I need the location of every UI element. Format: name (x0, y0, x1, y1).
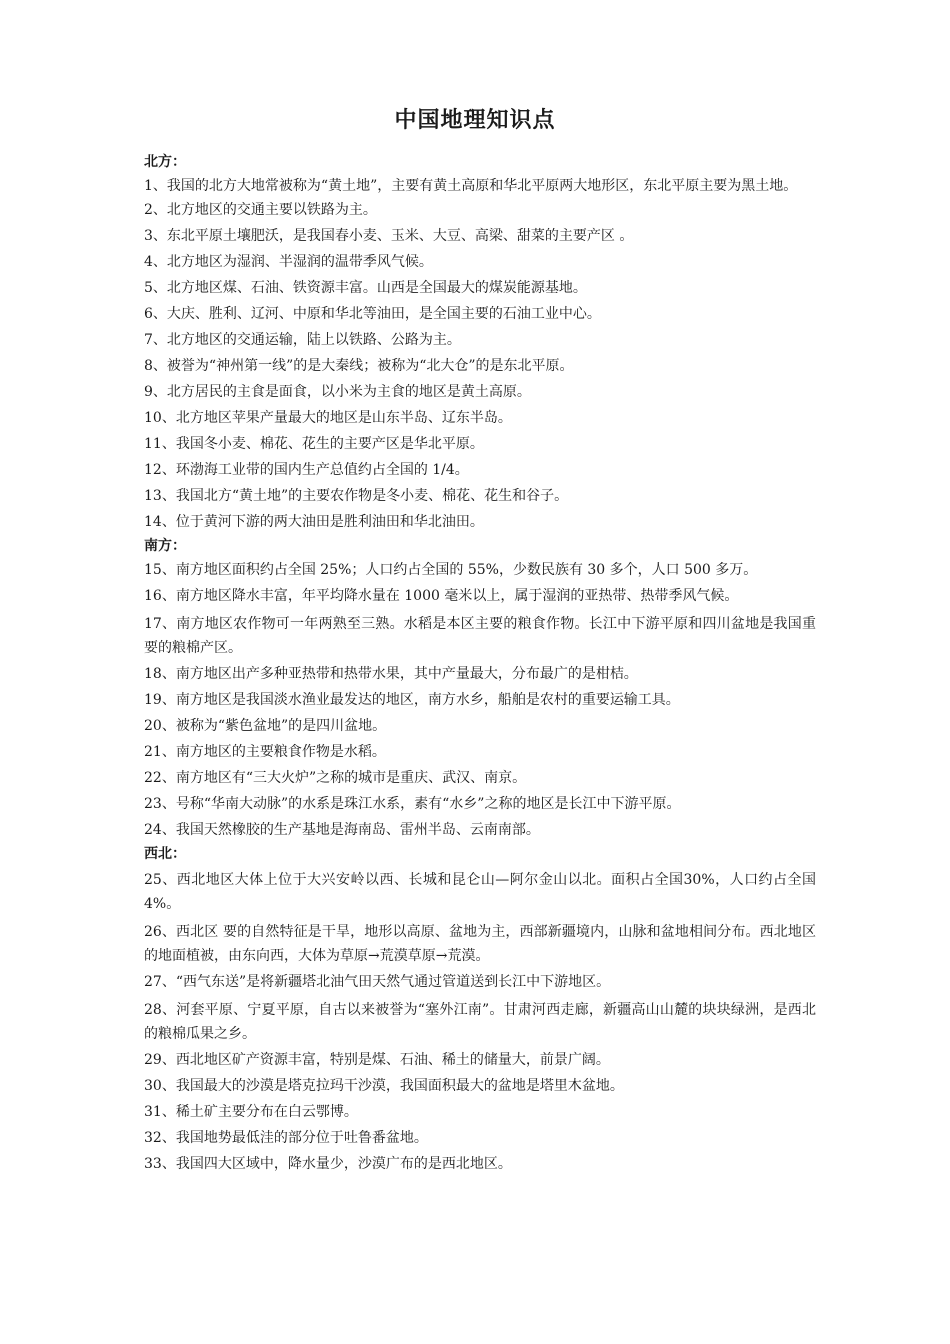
list-item: 32、我国地势最低洼的部分位于吐鲁番盆地。 (144, 1130, 428, 1146)
list-item: 11、我国冬小麦、棉花、花生的主要产区是华北平原。 (144, 436, 484, 452)
list-item: 25、西北地区大体上位于大兴安岭以西、长城和昆仑山—阿尔金山以北。面积占全国30%，人口约占全国 4%。 (144, 872, 816, 912)
list-item: 2、北方地区的交通主要以铁路为主。 (144, 202, 377, 218)
list-item: 5、北方地区煤、石油、铁资源丰富。山西是全国最大的煤炭能源基地。 (144, 280, 587, 296)
list-item: 17、南方地区农作物可一年两熟至三熟。水稻是本区主要的粮食作物。长江中下游平原和四川盆地是我国重要的粮棉产区。 (144, 616, 816, 656)
list-item: 22、南方地区有“三大火炉”之称的城市是重庆、武汉、南京。 (144, 770, 527, 786)
page-title: 中国地理知识点 (394, 108, 556, 133)
list-item: 13、我国北方“黄土地”的主要农作物是冬小麦、棉花、花生和谷子。 (144, 488, 569, 504)
list-item: 24、我国天然橡胶的生产基地是海南岛、雷州半岛、云南南部。 (144, 822, 540, 838)
list-item: 3、东北平原土壤肥沃，是我国春小麦、玉米、大豆、高梁、甜菜的主要产区 。 (144, 228, 634, 244)
list-item: 16、南方地区降水丰富，年平均降水量在 1000 毫米以上，属于湿润的亚热带、热带季风气候。 (144, 588, 739, 604)
list-item: 4、北方地区为湿润、半湿润的温带季风气候。 (144, 254, 433, 270)
list-item: 6、大庆、胜利、辽河、中原和华北等油田，是全国主要的石油工业中心。 (144, 306, 601, 322)
document-body (144, 150, 816, 1176)
list-item: 18、南方地区出产多种亚热带和热带水果，其中产量最大，分布最广的是柑桔。 (144, 666, 638, 682)
list-item: 29、西北地区矿产资源丰富，特别是煤、石油、稀土的储量大，前景广阔。 (144, 1052, 610, 1068)
list-item: 1、我国的北方大地常被称为“黄土地”，主要有黄土高原和华北平原两大地形区，东北平原主要为黑土地。 (144, 178, 798, 194)
list-item: 26、西北区 要的自然特征是干旱，地形以高原、盆地为主，西部新疆境内，山脉和盆地相间分布。西北地区的地面植被，由东向西，大体为草原→荒漠草原→荒漠。 (144, 924, 816, 964)
list-item: 31、稀土矿主要分布在白云鄂博。 (144, 1104, 358, 1120)
list-item: 30、我国最大的沙漠是塔克拉玛干沙漠，我国面积最大的盆地是塔里木盆地。 (144, 1078, 624, 1094)
list-item: 14、位于黄河下游的两大油田是胜利油田和华北油田。 (144, 514, 484, 530)
section-heading-north: 北方： (144, 154, 186, 170)
list-item: 9、北方居民的主食是面食，以小米为主食的地区是黄土高原。 (144, 384, 531, 400)
list-item: 8、被誉为“神州第一线”的是大秦线；被称为“北大仓”的是东北平原。 (144, 358, 574, 374)
list-item: 7、北方地区的交通运输，陆上以铁路、公路为主。 (144, 332, 461, 348)
list-item: 28、河套平原、宁夏平原，自古以来被誉为“塞外江南”。甘肃河西走廊，新疆高山山麓的块块绿洲，是西北的粮棉瓜果之乡。 (144, 1002, 816, 1042)
list-item: 27、“西气东送”是将新疆塔北油气田天然气通过管道送到长江中下游地区。 (144, 974, 611, 990)
section-heading-south: 南方： (144, 538, 186, 554)
list-item: 15、南方地区面积约占全国 25%；人口约占全国的 55%，少数民族有 30 多个，人口 500 多万。 (144, 562, 758, 578)
list-item: 12、环渤海工业带的国内生产总值约占全国的 1/4。 (144, 462, 469, 478)
list-item: 20、被称为“紫色盆地”的是四川盆地。 (144, 718, 387, 734)
list-item: 33、我国四大区域中，降水量少，沙漠广布的是西北地区。 (144, 1156, 512, 1172)
list-item: 19、南方地区是我国淡水渔业最发达的地区，南方水乡，船舶是农村的重要运输工具。 (144, 692, 680, 708)
list-item: 21、南方地区的主要粮食作物是水稻。 (144, 744, 386, 760)
list-item: 10、北方地区苹果产量最大的地区是山东半岛、辽东半岛。 (144, 410, 512, 426)
section-heading-northwest: 西北： (144, 846, 186, 862)
list-item: 23、号称“华南大动脉”的水系是珠江水系，素有“水乡”之称的地区是长江中下游平原。 (144, 796, 681, 812)
